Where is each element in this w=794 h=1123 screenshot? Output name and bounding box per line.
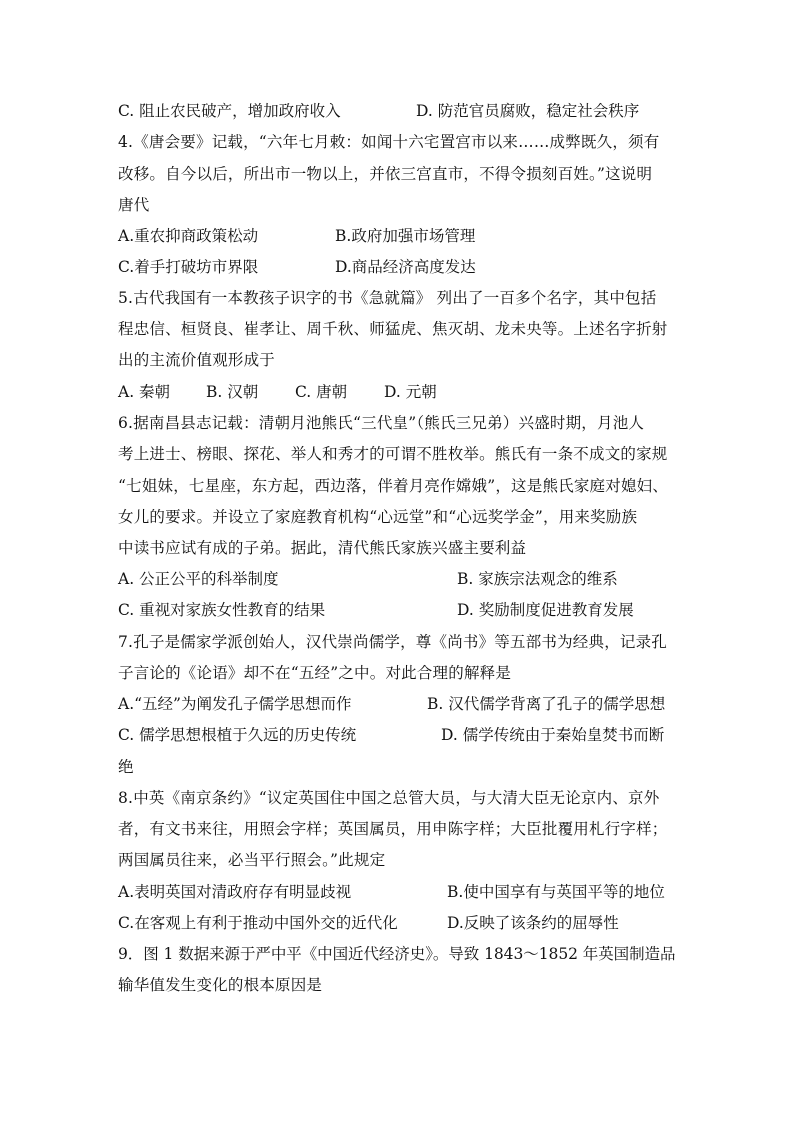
q9-stem-line-2: 输华值发生变化的根本原因是 xyxy=(118,976,323,994)
q4-option-d: D.商品经济高度发达 xyxy=(335,258,476,276)
q5-option-d: D. 元朝 xyxy=(384,383,437,401)
q6-option-b: B. 家族宗法观念的维系 xyxy=(457,570,618,588)
q6-stem-line-4: 女儿的要求。并设立了家庭教育机构“心远堂”和“心远奖学金”，用来奖励族 xyxy=(118,508,638,526)
q6-stem-line-3: “七姐妹，七星座，东方起，西边落，伴着月亮作嫦娥”，这是熊氏家庭对媳妇、 xyxy=(118,477,669,495)
q8-option-d: D.反映了该条约的屈辱性 xyxy=(447,914,619,932)
q5-stem-line-3: 出的主流价值观形成于 xyxy=(118,351,276,369)
q6-stem-line-2: 考上进士、榜眼、探花、举人和秀才的可谓不胜枚举。熊氏有一条不成文的家规 xyxy=(118,445,668,463)
q6-option-d: D. 奖励制度促进教育发展 xyxy=(457,601,634,619)
q5-option-b: B. 汉朝 xyxy=(206,383,259,401)
q4-stem-line-3: 唐代 xyxy=(118,196,150,214)
q5-stem-line-1: 5.古代我国有一本教孩子识字的书《急就篇》 列出了一百多个名字，其中包括 xyxy=(118,289,657,307)
q7-option-d: D. 儒学传统由于秦始皇焚书而断 xyxy=(441,726,665,744)
q7-option-b: B. 汉代儒学背离了孔子的儒学思想 xyxy=(427,695,666,713)
q5-stem-line-2: 程忠信、桓贤良、崔孝让、周千秋、师猛虎、焦灭胡、龙未央等。上述名字折射 xyxy=(118,320,668,338)
q8-stem-line-3: 两国属员往来，必当平行照会。”此规定 xyxy=(118,851,386,869)
q7-stem-line-1: 7.孔子是儒家学派创始人，汉代崇尚儒学，尊《尚书》等五部书为经典，记录孔 xyxy=(118,633,667,651)
q5-option-a: A. 秦朝 xyxy=(118,383,171,401)
q6-option-c: C. 重视对家族女性教育的结果 xyxy=(118,601,326,619)
q3-option-c: C. 阻止农民破产，增加政府收入 xyxy=(118,102,341,120)
q4-option-c: C.着手打破坊市界限 xyxy=(118,258,259,276)
q6-option-a: A. 公正公平的科举制度 xyxy=(118,570,279,588)
q4-option-b: B.政府加强市场管理 xyxy=(335,227,476,245)
q9-stem-line-1: 9．图 1 数据来源于严中平《中国近代经济史》。导致 1843～1852 年英国制造品 xyxy=(118,945,676,963)
q6-stem-line-1: 6.据南昌县志记载：清朝月池熊氏“三代皇”（熊氏三兄弟）兴盛时期，月池人 xyxy=(118,414,645,432)
q4-stem-line-2: 改移。自今以后，所出市一物以上，并依三宫直市，不得令损刻百姓。”这说明 xyxy=(118,165,653,183)
q7-option-a: A.“五经”为阐发孔子儒学思想而作 xyxy=(118,695,352,713)
q7-stem-line-2: 子言论的《论语》却不在“五经”之中。对此合理的解释是 xyxy=(118,664,512,682)
q8-stem-line-2: 者，有文书来往，用照会字样；英国属员，用申陈字样；大臣批覆用札行字样； xyxy=(118,820,668,838)
q7-option-d-continuation: 绝 xyxy=(118,758,134,776)
q7-option-c: C. 儒学思想根植于久远的历史传统 xyxy=(118,726,357,744)
q8-option-b: B.使中国享有与英国平等的地位 xyxy=(447,883,665,901)
q4-stem-line-1: 4.《唐会要》记载，“六年七月敕：如闻十六宅置宫市以来……成弊既久，须有 xyxy=(118,133,660,151)
q4-option-a: A.重农抑商政策松动 xyxy=(118,227,259,245)
q8-option-a: A.表明英国对清政府存有明显歧视 xyxy=(118,883,352,901)
q8-stem-line-1: 8.中英《南京条约》“议定英国住中国之总管大员，与大清大臣无论京内、京外 xyxy=(118,789,660,807)
q8-option-c: C.在客观上有利于推动中国外交的近代化 xyxy=(118,914,398,932)
q6-stem-line-5: 中读书应试有成的子弟。据此，清代熊氏家族兴盛主要利益 xyxy=(118,539,527,557)
q3-option-d: D. 防范官员腐败，稳定社会秩序 xyxy=(416,102,640,120)
q5-option-c: C. 唐朝 xyxy=(295,383,348,401)
